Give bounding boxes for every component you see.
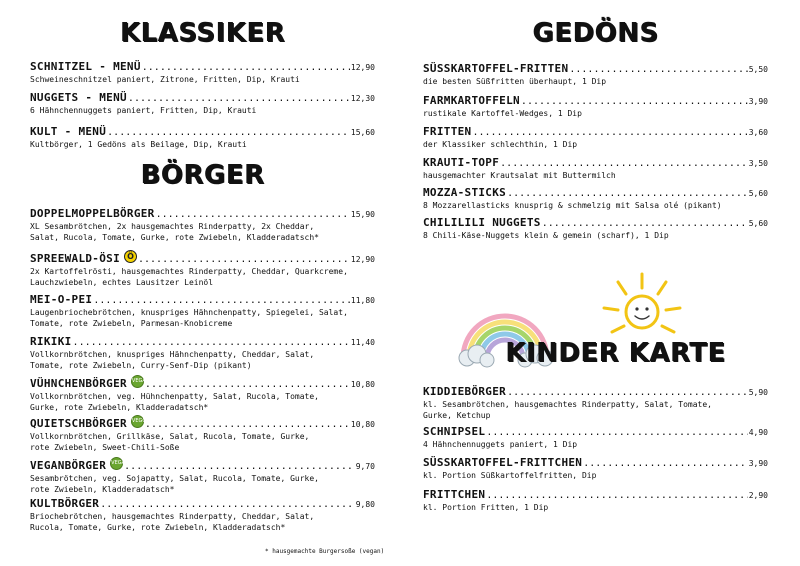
item-price: 5,60: [748, 219, 768, 228]
menu-item: [30, 91, 375, 116]
item-name: SCHNITZEL - MENÜ: [30, 60, 141, 73]
item-description: Lauchzwiebeln, echtes Lausitzer Leinöl: [30, 278, 214, 287]
menu-item: [423, 62, 768, 87]
item-name: KULT - MENÜ: [30, 125, 107, 138]
item-description: kl. Portion Süßkartoffelfritten, Dip: [423, 471, 597, 480]
item-price: 5,90: [748, 388, 768, 397]
item-price: 11,80: [350, 296, 375, 305]
item-description: Schweineschnitzel paniert, Zitrone, Fritten, Dip, Krauti: [30, 75, 300, 84]
menu-item: [423, 456, 768, 481]
item-description: rote Zwiebeln, Sweet-Chili-Soße: [30, 443, 180, 452]
item-description: 4 Hähnchennuggets paniert, 1 Dip: [423, 440, 578, 449]
item-price: 10,80: [350, 380, 375, 389]
item-price: 3,50: [748, 159, 768, 168]
section-title-kinder-karte: KINDER KARTE: [505, 338, 726, 368]
item-description: kl. Portion Fritten, 1 Dip: [423, 503, 549, 512]
menu-item: [423, 488, 768, 513]
vegan-badge-icon: VEGAN: [110, 457, 123, 470]
item-name: SPREEWALD-ÖSI: [30, 252, 120, 265]
item-name: MEI-O-PEI: [30, 293, 93, 306]
menu-item: [30, 60, 375, 85]
menu-item: [423, 125, 768, 150]
oesi-badge-icon: Ö: [124, 250, 137, 263]
menu-item: [423, 94, 768, 119]
menu-item: [30, 293, 375, 329]
item-description: 8 Mozzarellasticks knusprig & schmelzig mit Salsa olé (pikant): [423, 201, 722, 210]
item-description: Rucola, Tomate, Gurke, rote Zwiebeln, Kladderadatsch*: [30, 523, 286, 532]
item-name: NUGGETS - MENÜ: [30, 91, 127, 104]
item-description: 6 Hähnchennuggets paniert, Fritten, Dip, Krauti: [30, 106, 257, 115]
item-name: KULTBÖRGER: [30, 497, 100, 510]
menu-item: [30, 374, 375, 413]
item-description: Briochebrötchen, hausgemachtes Rinderpatty, Cheddar, Salat,: [30, 512, 315, 521]
item-description: 8 Chili-Käse-Nuggets klein & gemein (scharf), 1 Dip: [423, 231, 669, 240]
item-name: FRITTEN: [423, 125, 472, 138]
item-price: 10,80: [350, 420, 375, 429]
item-name: VÜHNCHENBÖRGER: [30, 377, 127, 390]
item-price: 15,60: [350, 128, 375, 137]
menu-item: [30, 249, 375, 288]
section-title-borger: BÖRGER: [140, 160, 265, 190]
item-name: SCHNIPSEL: [423, 425, 486, 438]
item-price: 12,90: [350, 63, 375, 72]
item-price: 9,80: [355, 500, 375, 509]
item-name: CHILILILI NUGGETS: [423, 216, 541, 229]
menu-item: [423, 186, 768, 211]
item-name: VEGANBÖRGER: [30, 459, 107, 472]
menu-item: [30, 125, 375, 150]
vegan-badge-icon: VEGAN: [131, 375, 144, 388]
item-description: Laugenbriochebrötchen, knuspriges Hähnchenpatty, Spiegelei, Salat,: [30, 308, 348, 317]
item-price: 11,40: [350, 338, 375, 347]
sun-icon: [598, 268, 688, 348]
item-description: Vollkornbrötchen, Grillkäse, Salat, Rucola, Tomate, Gurke,: [30, 432, 310, 441]
item-name: MOZZA-STICKS: [423, 186, 507, 199]
item-description: Kultbörger, 1 Gedöns als Beilage, Dip, Krauti: [30, 140, 247, 149]
item-name: KRAUTI-TOPF: [423, 156, 500, 169]
item-price: 5,60: [748, 189, 768, 198]
menu-item: [423, 385, 768, 421]
item-price: 5,50: [748, 65, 768, 74]
item-description: die besten Süßfritten überhaupt, 1 Dip: [423, 77, 607, 86]
menu-item: [30, 414, 375, 453]
item-price: 12,30: [350, 94, 375, 103]
menu-item: [30, 456, 375, 495]
item-price: 12,90: [350, 255, 375, 264]
item-description: hausgemachter Krautsalat mit Buttermilch: [423, 171, 616, 180]
section-title-gedons: GEDÖNS: [532, 18, 659, 48]
item-name: RIKIKI: [30, 335, 72, 348]
footnote: * hausgemachte Burgersoße (vegan): [265, 548, 385, 555]
item-description: rustikale Kartoffel-Wedges, 1 Dip: [423, 109, 582, 118]
menu-item: [30, 335, 375, 371]
menu-item: [30, 497, 375, 533]
menu-item: [423, 216, 768, 241]
item-description: Tomate, rote Zwiebeln, Parmesan-Knobicreme: [30, 319, 233, 328]
item-price: 3,90: [748, 97, 768, 106]
item-description: kl. Sesambrötchen, hausgemachtes Rinderpatty, Salat, Tomate,: [423, 400, 712, 409]
item-name: FARMKARTOFFELN: [423, 94, 520, 107]
item-description: XL Sesambrötchen, 2x hausgemachtes Rinderpatty, 2x Cheddar,: [30, 222, 315, 231]
item-name: FRITTCHEN: [423, 488, 486, 501]
item-name: SÜSSKARTOFFEL-FRITTEN: [423, 62, 569, 75]
item-description: Vollkornbrötchen, veg. Hühnchenpatty, Salat, Rucola, Tomate,: [30, 392, 319, 401]
item-description: Tomate, rote Zwiebeln, Curry-Senf-Dip (pikant): [30, 361, 252, 370]
item-description: der Klassiker schlechthin, 1 Dip: [423, 140, 578, 149]
item-description: rote Zwiebeln, Kladderadatsch*: [30, 485, 175, 494]
item-price: 9,70: [355, 462, 375, 471]
item-description: Gurke, Ketchup: [423, 411, 491, 420]
item-price: 15,90: [350, 210, 375, 219]
item-description: Gurke, rote Zwiebeln, Kladderadatsch*: [30, 403, 209, 412]
item-price: 2,90: [748, 491, 768, 500]
menu-item: [30, 207, 375, 243]
veggie-badge-icon: VEGGIE: [131, 415, 144, 428]
item-description: Vollkornbrötchen, knuspriges Hähnchenpatty, Cheddar, Salat,: [30, 350, 315, 359]
item-description: 2x Kartoffelrösti, hausgemachtes Rinderpatty, Cheddar, Quarkcreme,: [30, 267, 348, 276]
item-price: 4,90: [748, 428, 768, 437]
item-price: 3,90: [748, 459, 768, 468]
item-name: KIDDIEBÖRGER: [423, 385, 507, 398]
menu-item: [423, 425, 768, 450]
item-description: Salat, Rucola, Tomate, Gurke, rote Zwiebeln, Kladderadatsch*: [30, 233, 319, 242]
item-name: QUIETSCHBÖRGER: [30, 417, 127, 430]
menu-item: [423, 156, 768, 181]
section-title-klassiker: KLASSIKER: [119, 18, 286, 48]
item-price: 3,60: [748, 128, 768, 137]
item-name: DOPPELMOPPELBÖRGER: [30, 207, 155, 220]
item-description: Sesambrötchen, veg. Sojapatty, Salat, Rucola, Tomate, Gurke,: [30, 474, 319, 483]
item-name: SÜSSKARTOFFEL-FRITTCHEN: [423, 456, 583, 469]
